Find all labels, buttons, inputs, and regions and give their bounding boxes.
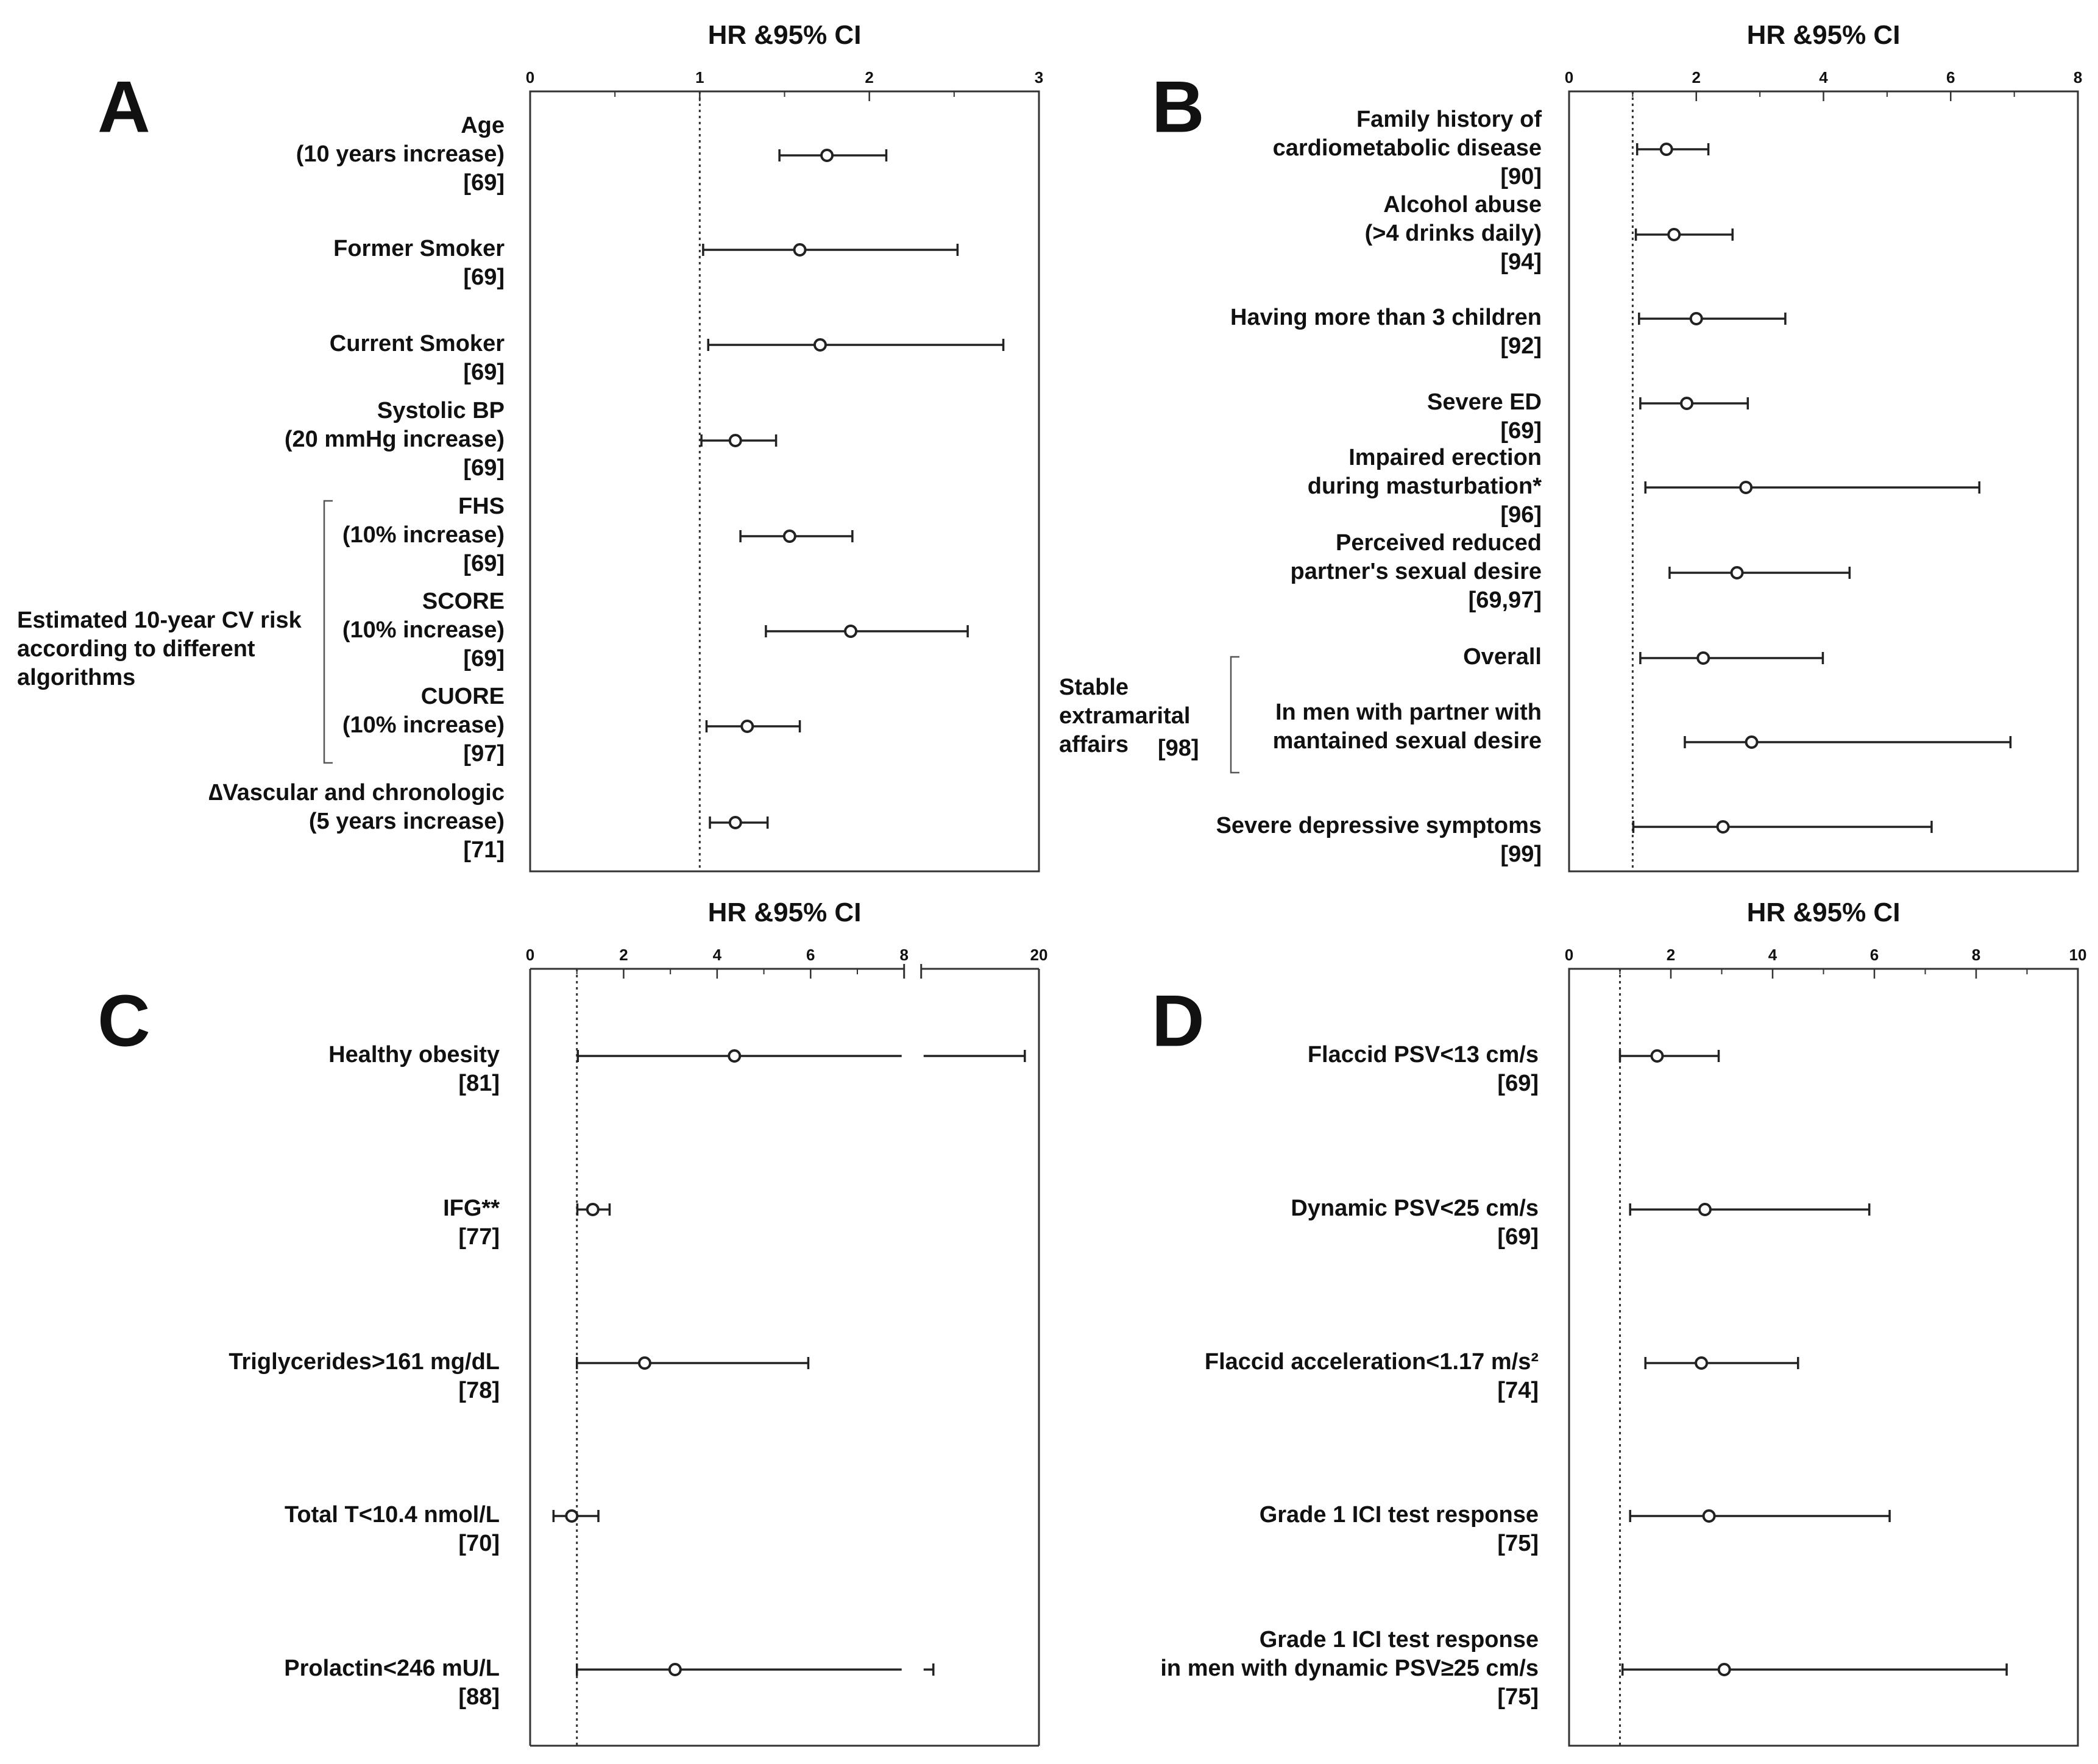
tick-label: 0	[525, 946, 535, 964]
hr-point	[639, 1358, 650, 1369]
row-reference: [69]	[463, 646, 505, 672]
row-reference: [69,97]	[1468, 587, 1542, 614]
panel-a	[17, 20, 1043, 871]
panel-d	[1152, 898, 2086, 1746]
row-reference: [75]	[1497, 1684, 1539, 1710]
row-label: Grade 1 ICI test response	[1259, 1627, 1539, 1653]
row-label: during masturbation*	[1307, 473, 1542, 500]
forest-row	[1216, 813, 1932, 867]
row-reference: [69]	[463, 170, 505, 196]
row-label: Overall	[1463, 644, 1542, 670]
hr-point	[1691, 313, 1702, 324]
row-label: CUORE	[420, 684, 505, 710]
row-reference: [77]	[458, 1224, 500, 1250]
forest-row	[342, 494, 852, 576]
row-reference: [92]	[1500, 333, 1542, 360]
row-label: cardiometabolic disease	[1272, 135, 1542, 161]
row-reference: [78]	[458, 1378, 500, 1404]
hr-point	[670, 1664, 681, 1675]
tick-label: 8	[899, 946, 909, 964]
row-label: (10% increase)	[342, 617, 505, 643]
row-label: Healthy obesity	[328, 1042, 500, 1068]
hr-point	[1740, 482, 1751, 493]
forest-row	[1291, 1195, 1869, 1250]
forest-row	[229, 1349, 808, 1403]
row-label: Systolic BP	[377, 398, 505, 424]
hr-point	[845, 626, 856, 637]
row-label: ∆Vascular and chronologic	[208, 780, 505, 806]
group-label: Estimated 10-year CV risk	[17, 607, 302, 634]
panel-letter: D	[1152, 980, 1205, 1062]
forest-row	[1230, 305, 1785, 359]
row-label: In men with partner with	[1275, 700, 1542, 726]
hr-point	[815, 339, 826, 350]
chart-title: HR &95% CI	[1746, 20, 1901, 50]
row-label: Having more than 3 children	[1230, 305, 1542, 331]
hr-point	[1732, 567, 1743, 578]
row-reference: [94]	[1500, 249, 1542, 275]
row-label: (10% increase)	[342, 712, 505, 739]
forest-row	[1308, 445, 1979, 528]
row-reference: [69]	[1497, 1224, 1539, 1250]
hr-point	[1719, 1664, 1730, 1675]
hr-point	[566, 1511, 577, 1521]
forest-row	[1273, 700, 2011, 754]
hr-point	[742, 721, 753, 732]
chart-title: HR &95% CI	[1746, 898, 1901, 927]
row-reference: [69]	[463, 360, 505, 386]
row-label: Perceived reduced	[1336, 530, 1542, 556]
group-brace	[324, 501, 333, 763]
hr-point	[821, 150, 832, 161]
row-label: SCORE	[422, 589, 505, 615]
row-label: (>4 drinks daily)	[1364, 221, 1542, 247]
forest-row	[1463, 644, 1823, 670]
hr-point	[795, 244, 806, 255]
tick-label: 2	[619, 946, 628, 964]
row-label: partner's sexual desire	[1290, 559, 1542, 585]
panel-letter: A	[97, 66, 151, 148]
tick-label: 10	[2069, 946, 2087, 964]
row-reference: [99]	[1500, 841, 1542, 868]
row-label: Family history of	[1356, 107, 1542, 133]
row-label: Current Smoker	[329, 331, 505, 357]
hr-point	[1661, 144, 1672, 155]
row-reference: [81]	[458, 1071, 500, 1097]
row-label: Severe depressive symptoms	[1216, 813, 1542, 839]
group-label: extramarital	[1059, 703, 1191, 729]
forest-row	[1427, 389, 1748, 444]
tick-label: 4	[712, 946, 722, 964]
tick-label: 20	[1030, 946, 1048, 964]
row-label: (10% increase)	[342, 522, 505, 548]
row-label: Total T<10.4 nmol/L	[285, 1502, 500, 1528]
row-label: IFG**	[443, 1195, 500, 1222]
row-label: Flaccid PSV<13 cm/s	[1307, 1042, 1539, 1068]
hr-point	[1718, 821, 1729, 832]
forest-row	[1260, 1502, 1890, 1556]
forest-row	[443, 1195, 609, 1250]
tick-label: 4	[1819, 68, 1828, 87]
forest-row	[1205, 1349, 1798, 1403]
row-reference: [69]	[1497, 1071, 1539, 1097]
hr-point	[1699, 1204, 1710, 1215]
hr-point	[1698, 653, 1709, 664]
row-reference: [69]	[463, 551, 505, 577]
row-label: (20 mmHg increase)	[284, 427, 505, 453]
forest-row	[328, 1042, 1025, 1096]
row-label: in men with dynamic PSV≥25 cm/s	[1160, 1656, 1539, 1682]
row-reference: [69]	[463, 264, 505, 291]
tick-label: 2	[1692, 68, 1701, 87]
forest-row	[1308, 1042, 1719, 1096]
hr-point	[1651, 1050, 1662, 1061]
row-reference: [70]	[458, 1531, 500, 1557]
forest-row	[208, 780, 767, 863]
tick-label: 0	[1564, 946, 1574, 964]
forest-row	[1365, 192, 1733, 275]
forest-row	[296, 113, 887, 196]
row-label: mantained sexual desire	[1272, 728, 1542, 754]
tick-label: 4	[1768, 946, 1777, 964]
tick-label: 6	[1946, 68, 1955, 87]
row-label: Impaired erection	[1348, 445, 1542, 471]
tick-label: 8	[1971, 946, 1981, 964]
group-label: affairs	[1059, 732, 1129, 758]
row-label: Age	[461, 113, 505, 139]
tick-label: 1	[695, 68, 704, 87]
row-reference: [96]	[1500, 502, 1542, 528]
row-label: Flaccid acceleration<1.17 m/s²	[1204, 1349, 1539, 1375]
panel-b	[1059, 20, 2082, 871]
forest-row	[284, 1656, 933, 1710]
hr-point	[729, 1050, 740, 1061]
row-reference: [71]	[463, 837, 505, 863]
hr-point	[1704, 1511, 1715, 1521]
row-reference: [90]	[1500, 164, 1542, 190]
row-label: Triglycerides>161 mg/dL	[229, 1349, 500, 1375]
hr-point	[730, 817, 741, 828]
tick-label: 8	[2073, 68, 2083, 87]
row-label: Former Smoker	[333, 236, 505, 262]
row-label: FHS	[458, 494, 505, 520]
panel-letter: B	[1152, 66, 1205, 148]
forest-row	[1160, 1627, 2007, 1710]
tick-label: 6	[806, 946, 815, 964]
plot-frame	[530, 91, 1039, 871]
row-reference: [75]	[1497, 1531, 1539, 1557]
hr-point	[1696, 1358, 1707, 1369]
hr-point	[587, 1204, 598, 1215]
row-reference: [69]	[1500, 418, 1542, 444]
tick-label: 2	[865, 68, 874, 87]
row-label: (5 years increase)	[308, 809, 505, 835]
tick-label: 2	[1666, 946, 1676, 964]
forest-row	[1273, 107, 1709, 190]
tick-label: 0	[1564, 68, 1574, 87]
group-bracket	[1059, 657, 1239, 773]
hr-point	[1668, 229, 1679, 240]
hr-point	[730, 435, 741, 446]
row-label: Prolactin<246 mU/L	[284, 1656, 500, 1682]
panel-c	[97, 898, 1047, 1746]
group-label: algorithms	[17, 665, 136, 691]
forest-row	[330, 331, 1004, 385]
tick-label: 3	[1034, 68, 1044, 87]
row-reference: [97]	[463, 741, 505, 767]
group-label: according to different	[17, 636, 255, 662]
forest-row	[333, 236, 957, 290]
tick-label: 0	[525, 68, 535, 87]
row-label: (10 years increase)	[296, 141, 505, 168]
tick-label: 6	[1869, 946, 1879, 964]
group-bracket	[17, 501, 333, 763]
row-label: Severe ED	[1426, 389, 1542, 416]
row-reference: [74]	[1497, 1378, 1539, 1404]
forest-row	[342, 684, 800, 767]
group-label: Stable	[1059, 675, 1129, 701]
row-reference: [88]	[458, 1684, 500, 1710]
panel-letter: C	[97, 980, 151, 1062]
chart-title: HR &95% CI	[707, 20, 862, 50]
forest-row	[285, 1502, 598, 1556]
forest-row	[342, 589, 968, 671]
row-label: Grade 1 ICI test response	[1259, 1502, 1539, 1528]
row-label: Dynamic PSV<25 cm/s	[1291, 1195, 1539, 1222]
group-brace	[1231, 657, 1239, 773]
row-label: Alcohol abuse	[1383, 192, 1542, 218]
row-reference: [69]	[463, 455, 505, 481]
hr-point	[1681, 398, 1692, 409]
hr-point	[784, 531, 795, 542]
group-reference: [98]	[1158, 735, 1199, 762]
hr-point	[1746, 737, 1757, 748]
chart-title: HR &95% CI	[707, 898, 862, 927]
